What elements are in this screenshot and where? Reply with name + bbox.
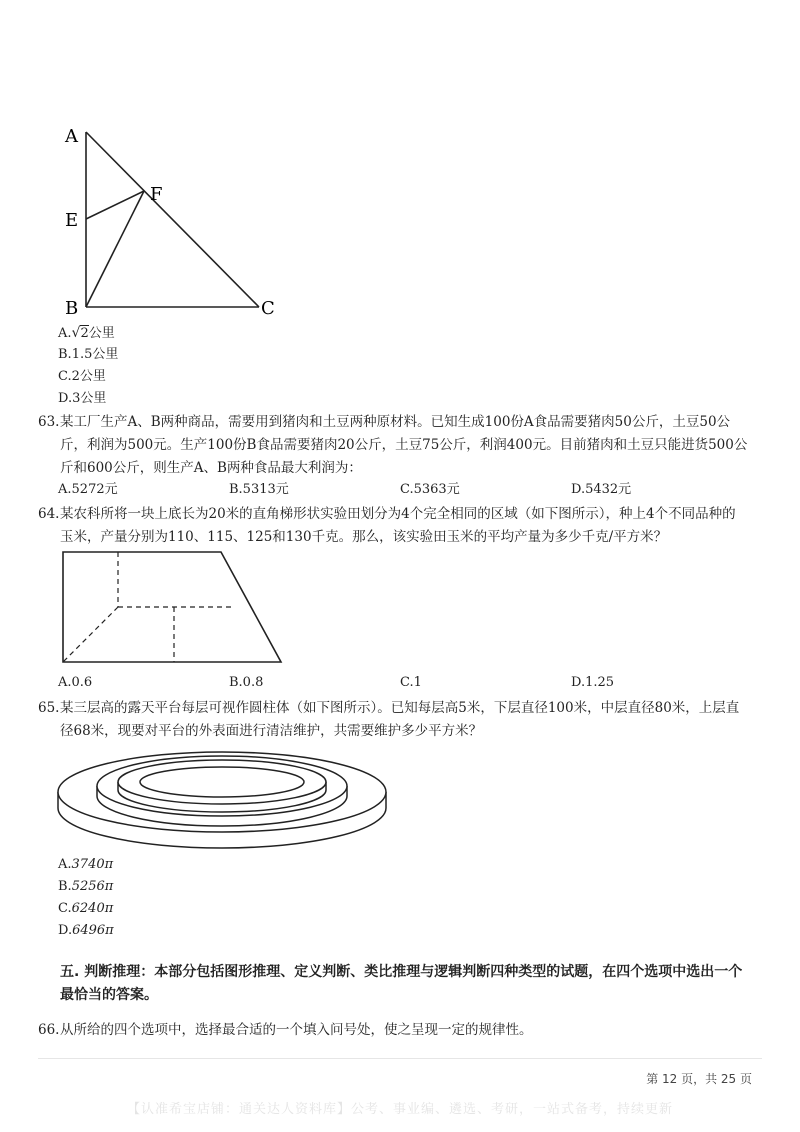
q65-option-a: A.3740π (58, 857, 114, 872)
question-number: 66. (38, 1022, 60, 1038)
label-f: F (150, 184, 163, 205)
q63-option-d: D.5432元 (571, 482, 632, 497)
trapezoid-figure (58, 548, 288, 666)
question-text: 某工厂生产A、B两种商品，需要用到猪肉和土豆两种原材料。已知生成100份A食品需要猪肉50公斤，土豆50公斤，利润为500元。生产100份B食品需要猪肉20公斤，土豆75公斤，利润400元。目前猪肉和土豆只能进货500公斤和600公斤，则生产A、B两种食品最大利润为： (60, 414, 748, 476)
q62-option-a: A.√2公里 (58, 325, 115, 341)
triangle-figure (55, 118, 295, 323)
q63-option-a: A.5272元 (58, 482, 118, 497)
q62-option-d: D.3公里 (58, 391, 107, 406)
question-64 (38, 503, 748, 549)
q62-option-b: B.1.5公里 (58, 347, 119, 362)
label-a: A (65, 126, 78, 147)
question-66 (38, 1019, 748, 1042)
label-b: B (65, 298, 79, 319)
q65-option-c: C.6240π (58, 901, 114, 916)
question-65 (38, 697, 748, 743)
section-5-heading: 五. 判断推理：本部分包括图形推理、定义判断、类比推理与逻辑判断四种类型的试题，在四个选项中选出一个最恰当的答案。 (60, 964, 743, 1003)
question-text: 某三层高的露天平台每层可视作圆柱体（如下图所示）。已知每层高5米，下层直径100米，中层直径80米，上层直径68米，现要对平台的外表面进行清洁维护，共需要维护多少平方米？ (60, 700, 740, 739)
q64-option-d: D.1.25 (571, 675, 615, 690)
q62-option-c: C.2公里 (58, 369, 106, 384)
watermark: 【认准希宝店铺：通关达人资料库】公考、事业编、遴选、考研，一站式备考，持续更新 (126, 1102, 673, 1117)
question-number: 64. (38, 506, 60, 522)
q65-option-b: B.5256π (58, 879, 114, 894)
question-number: 65. (38, 700, 60, 716)
q64-option-a: A.0.6 (58, 675, 93, 690)
label-c: C (261, 298, 275, 319)
page-number: 第 12 页，共 25 页 (646, 1072, 752, 1086)
label-e: E (65, 210, 79, 231)
q64-option-b: B.0.8 (229, 675, 264, 690)
question-63 (38, 411, 748, 480)
q63-option-b: B.5313元 (229, 482, 289, 497)
cylinders-figure (50, 750, 395, 860)
question-text: 从所给的四个选项中，选择最合适的一个填入问号处，使之呈现一定的规律性。 (60, 1022, 533, 1038)
q64-option-c: C.1 (400, 675, 422, 690)
footer-divider (38, 1058, 762, 1059)
q65-option-d: D.6496π (58, 923, 114, 938)
sqrt-symbol: √ (71, 325, 81, 341)
q63-option-c: C.5363元 (400, 482, 460, 497)
question-text: 某农科所将一块上底长为20米的直角梯形状实验田划分为4个完全相同的区域（如下图所示），种上4个不同品种的玉米，产量分别为110、115、125和130千克。那么，该实验田玉米的平均产量为多少千克/平方米？ (60, 506, 736, 545)
question-number: 63. (38, 414, 60, 430)
